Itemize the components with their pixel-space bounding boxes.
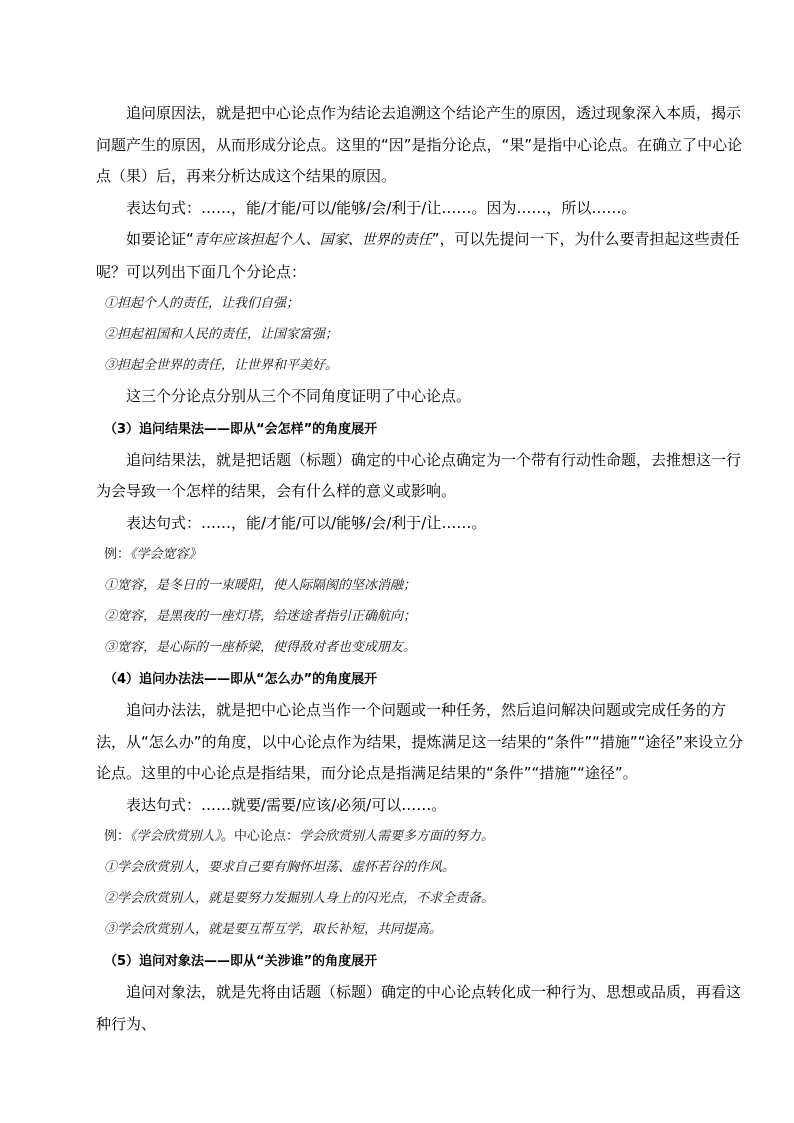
example-title: 《学会宽容》 (130, 547, 202, 562)
document-body (96, 98, 748, 1040)
paragraph-object-method: 追问对象法，就是先将由话题（标题）确定的中心论点转化成一种行为、思想或品质，再看这种行为、 (96, 983, 742, 1033)
list-item: ①学会欣赏别人，要求自己要有胸怀坦荡、虚怀若谷的作风。 (104, 860, 456, 875)
paragraph-result-method: 追问结果法，就是把话题（标题）确定的中心论点确定为一个带有行动性命题，去推想这一行为会导致一个怎样的结果，会有什么样的意义或影响。 (96, 450, 742, 500)
list-item: ②学会欣赏别人，就是要努力发掘别人身上的闪光点，不求全责备。 (104, 891, 495, 906)
list-item: ①担起个人的责任，让我们自强； (104, 296, 300, 311)
list-item: ②宽容，是黑夜的一座灯塔，给迷途者指引正确航向； (104, 609, 417, 624)
example-tolerance-title (96, 539, 748, 570)
list-item: ③宽容，是心际的一座桥梁，使得敌对者也变成朋友。 (104, 640, 417, 655)
list-item: ③担起全世界的责任，让世界和平美好。 (104, 358, 339, 373)
example-label: 例： (104, 547, 131, 562)
paragraph-expression-pattern-1: 表达句式：……，能/才能/可以/能够/会/利于/让……。因为……，所以……。 (126, 198, 637, 217)
paragraph-cause-method: 追问原因法，就是把中心论点作为结论去追溯这个结论产生的原因，透过现象深入本质，揭示问题产生的原因，从而形成分论点。这里的“因”是指分论点，“果”是指中心论点。在确立了中心论点（果）后，再来分析达成这个结果的原因。 (96, 104, 743, 185)
example-label: 例： (104, 829, 131, 844)
section-heading-3: （3）追问结果法——即从“会怎样”的角度展开 (104, 421, 378, 437)
list-item: ①宽容，是冬日的一束暖阳，使人际隔阂的坚冰消融； (104, 578, 417, 593)
example-title: 《学会欣赏别人》 (130, 829, 222, 844)
paragraph-expression-pattern-3: 表达句式：……就要/需要/应该/必须/可以……。 (126, 795, 447, 814)
paragraph-conclusion: 这三个分论点分别从三个不同角度证明了中心论点。 (126, 387, 472, 405)
example-thesis-label: 。中心论点： (221, 829, 300, 844)
list-item: ③学会欣赏别人，就是要互帮互学，取长补短，共同提高。 (104, 922, 443, 937)
paragraph-expression-pattern-2: 表达句式：……，能/才能/可以/能够/会/利于/让……。 (126, 513, 487, 532)
list-item: ②担起祖国和人民的责任，让国家富强； (104, 327, 339, 342)
argument-tail-text: ”，可以先提问一下，为什么要青担起这些责任呢？可以列出下面几个分论点： (96, 230, 740, 281)
section-heading-5: （5）追问对象法——即从“关涉谁”的角度展开 (104, 954, 378, 969)
paragraph-solution-method: 追问办法法，就是把中心论点当作一个问题或一种任务，然后追问解决问题或完成任务的方法，从“怎么办”的角度，以中心论点作为结果，提炼满足这一结果的“条件”“措施”“途径”来设立分论点。这里的中心论点是指结果，而分论点是指满足结果的“条件”“措施”“途径”。 (96, 701, 744, 782)
section-heading-4: （4）追问办法法——即从“怎么办”的角度展开 (104, 672, 378, 687)
example-thesis: 学会欣赏别人需要多方面的努力。 (299, 829, 495, 844)
paragraph-argument-example (96, 224, 748, 288)
example-appreciate-title (96, 821, 748, 852)
argument-lead-text: 如要论证“ (126, 230, 194, 248)
argument-quote: 青年应该担起个人、国家、世界的责任 (193, 232, 432, 248)
